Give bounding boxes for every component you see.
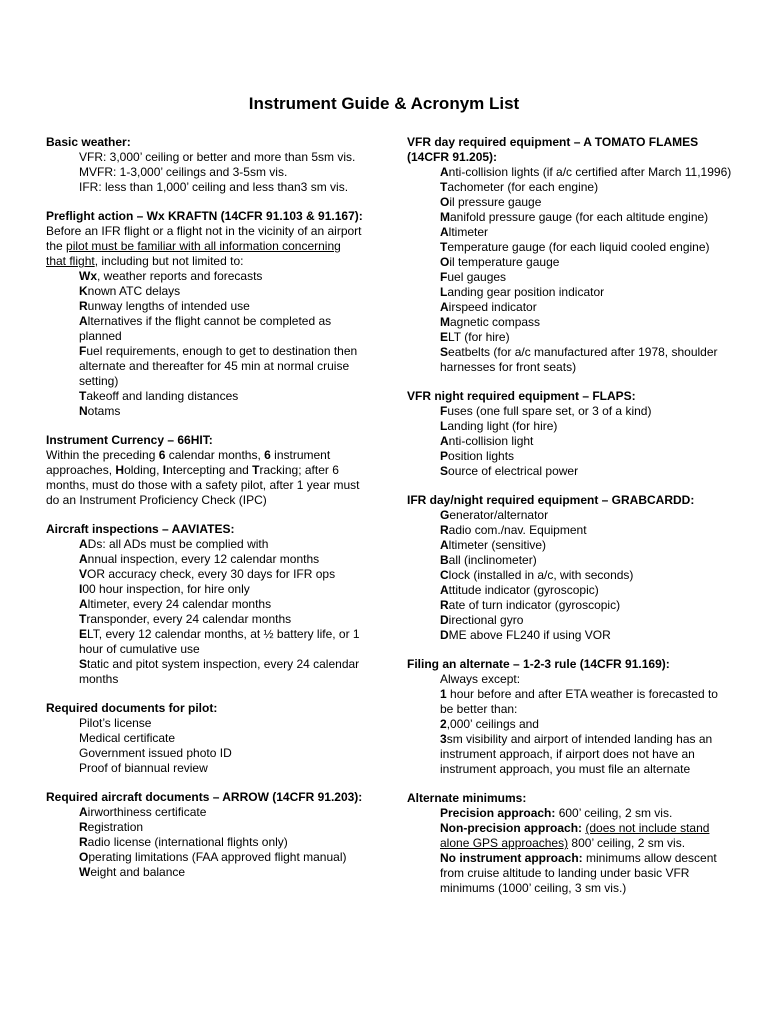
list-item: Government issued photo ID — [79, 746, 232, 760]
list-item: Oil temperature gauge — [440, 255, 560, 269]
list-item: Attitude indicator (gyroscopic) — [440, 583, 599, 597]
list-item: No instrument approach: minimums allow descent from cruise altitude to landing under basic VFR minimums (1000’ ceiling, 3 sm vis.) — [440, 851, 717, 895]
list-item: 2,000’ ceilings and — [440, 717, 539, 731]
list-item: Directional gyro — [440, 613, 524, 627]
pilot-documents-section — [46, 701, 364, 776]
filing-alternate-section — [407, 657, 732, 777]
section-heading: Preflight action – Wx KRAFTN (14CFR 91.103 & 91.167): — [46, 209, 363, 223]
alternate-minimums-section — [407, 791, 732, 896]
list-item: Rate of turn indicator (gyroscopic) — [440, 598, 621, 612]
list-item: Notams — [79, 404, 121, 418]
list-item: Non-precision approach: (does not include stand alone GPS approaches) 800’ ceiling, 2 sm vis. — [440, 821, 710, 850]
list-item: Transponder, every 24 calendar months — [79, 612, 292, 626]
currency-text: Within the preceding 6 calendar months, 6 instrument approaches, Holding, Intercepting and Tracking; after 6 months, must do those with a safety pilot, after 1 year must do an Instrument Proficiency Check (IPC) — [46, 448, 360, 507]
aircraft-documents-section — [46, 790, 364, 880]
intro-underlined: pilot must be familiar with all information concerning that flight — [46, 239, 341, 268]
list-item: Tachometer (for each engine) — [440, 180, 599, 194]
inspections-section — [46, 522, 364, 687]
list-item: I00 hour inspection, for hire only — [79, 582, 250, 596]
section-heading: Instrument Currency – 66HIT: — [46, 433, 213, 447]
list-item: Ball (inclinometer) — [440, 553, 537, 567]
currency-section — [46, 433, 364, 508]
section-heading: IFR day/night required equipment – GRABCARDD: — [407, 493, 695, 507]
list-item: Radio license (international flights only) — [79, 835, 288, 849]
list-item: Airworthiness certificate — [79, 805, 207, 819]
list-item: Static and pitot system inspection, every 24 calendar months — [79, 657, 360, 686]
list-item: Oil pressure gauge — [440, 195, 542, 209]
list-item: Manifold pressure gauge (for each altitude engine) — [440, 210, 709, 224]
list-item: IFR: less than 1,000’ ceiling and less than3 sm vis. — [79, 180, 349, 194]
basic-weather-section — [46, 135, 364, 195]
list-item: Magnetic compass — [440, 315, 541, 329]
section-heading: Aircraft inspections – AAVIATES: — [46, 522, 235, 536]
list-item: Seatbelts (for a/c manufactured after 1978, shoulder harnesses for front seats) — [440, 345, 718, 374]
list-item: ELT, every 12 calendar months, at ½ battery life, or 1 hour of cumulative use — [79, 627, 360, 656]
vfr-night-section — [407, 389, 732, 479]
list-item: Medical certificate — [79, 731, 176, 745]
vfr-day-section — [407, 135, 732, 375]
list-item: VOR accuracy check, every 30 days for IFR ops — [79, 567, 336, 581]
list-item: Landing gear position indicator — [440, 285, 605, 299]
list-item: Always except: — [440, 672, 521, 686]
list-item: Proof of biannual review — [79, 761, 208, 775]
preflight-section — [46, 209, 364, 419]
list-item: Precision approach: 600’ ceiling, 2 sm vis. — [440, 806, 673, 820]
list-item: Altimeter — [440, 225, 489, 239]
list-item: Alternatives if the flight cannot be completed as planned — [79, 314, 332, 343]
list-item: Registration — [79, 820, 144, 834]
list-item: 3sm visibility and airport of intended landing has an instrument approach, if airport does not have an instrument approach, you must file an alternate — [440, 732, 713, 776]
list-item: Anti-collision lights (if a/c certified after March 11,1996) — [440, 165, 732, 179]
list-item: ADs: all ADs must be complied with — [79, 537, 269, 551]
list-item: Clock (installed in a/c, with seconds) — [440, 568, 634, 582]
list-item: ELT (for hire) — [440, 330, 510, 344]
list-item: MVFR: 1-3,000’ ceilings and 3-5sm vis. — [79, 165, 288, 179]
list-item: Temperature gauge (for each liquid cooled engine) — [440, 240, 710, 254]
list-item: Position lights — [440, 449, 515, 463]
list-item: Operating limitations (FAA approved flight manual) — [79, 850, 347, 864]
list-item: DME above FL240 if using VOR — [440, 628, 611, 642]
list-item: VFR: 3,000’ ceiling or better and more than 5sm vis. — [79, 150, 356, 164]
section-heading: Basic weather: — [46, 135, 131, 149]
list-item: Runway lengths of intended use — [79, 299, 250, 313]
list-item: Landing light (for hire) — [440, 419, 558, 433]
section-heading: Required documents for pilot: — [46, 701, 218, 715]
list-item: Pilot’s license — [79, 716, 152, 730]
list-item: Known ATC delays — [79, 284, 181, 298]
list-item: Anti-collision light — [440, 434, 534, 448]
list-item: 1 hour before and after ETA weather is forecasted to be better than: — [440, 687, 718, 716]
list-item: Wx, weather reports and forecasts — [79, 269, 263, 283]
list-item: Source of electrical power — [440, 464, 579, 478]
list-item: Altimeter, every 24 calendar months — [79, 597, 272, 611]
preflight-intro — [46, 224, 364, 269]
section-heading: Required aircraft documents – ARROW (14CFR 91.203): — [46, 790, 363, 804]
list-item: Weight and balance — [79, 865, 186, 879]
list-item: Takeoff and landing distances — [79, 389, 239, 403]
section-heading: Filing an alternate – 1-2-3 rule (14CFR 91.169): — [407, 657, 670, 671]
section-heading: VFR night required equipment – FLAPS: — [407, 389, 636, 403]
right-column — [407, 135, 732, 910]
ifr-equipment-section — [407, 493, 732, 643]
list-item: Annual inspection, every 12 calendar months — [79, 552, 320, 566]
list-item: Fuel requirements, enough to get to destination then alternate and thereafter for 45 min at normal cruise setting) — [79, 344, 358, 388]
section-heading: Alternate minimums: — [407, 791, 527, 805]
list-item: Airspeed indicator — [440, 300, 537, 314]
list-item: Fuel gauges — [440, 270, 507, 284]
page-title: Instrument Guide & Acronym List — [248, 94, 520, 113]
list-item: Generator/alternator — [440, 508, 549, 522]
intro-text: Before an IFR flight or a flight not in the vicinity of an airport the — [46, 224, 362, 253]
list-item: Fuses (one full spare set, or 3 of a kind) — [440, 404, 652, 418]
left-column — [46, 135, 364, 894]
list-item: Radio com./nav. Equipment — [440, 523, 587, 537]
section-heading: VFR day required equipment – A TOMATO FLAMES (14CFR 91.205): — [407, 135, 699, 164]
intro-text: , including but not limited to: — [94, 254, 244, 268]
list-item: Altimeter (sensitive) — [440, 538, 547, 552]
